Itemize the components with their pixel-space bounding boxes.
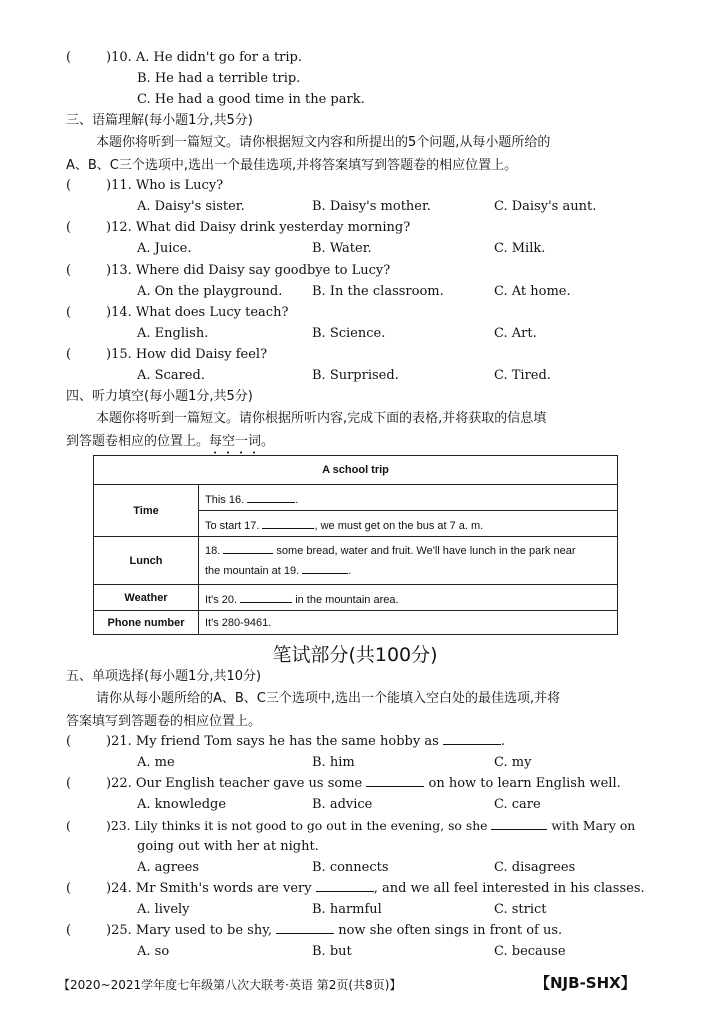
q15-option-a: A. Scared. <box>137 368 205 383</box>
q11-option-c: C. Daisy's aunt. <box>494 199 597 214</box>
q23-option-b: B. connects <box>312 860 389 875</box>
blank-16[interactable] <box>247 490 295 503</box>
question-13: ( )13. Where did Daisy say goodbye to Lucy? <box>66 263 391 278</box>
q15-option-b: B. Surprised. <box>312 368 399 383</box>
question-24: ( )24. Mr Smith's words are very , and we all feel interested in his classes. <box>66 881 645 896</box>
q21-option-b: B. him <box>312 755 355 770</box>
section-4-instructions-2: 到答题卷相应的位置上。每空一词。 <box>66 434 275 449</box>
question-15: ( )15. How did Daisy feel? <box>66 347 268 362</box>
blank-25[interactable] <box>276 921 334 934</box>
question-22: ( )22. Our English teacher gave us some on how to learn English well. <box>66 776 621 791</box>
question-25: ( )25. Mary used to be shy, now she often sings in front of us. <box>66 923 563 938</box>
phone-label: Phone number <box>94 611 199 635</box>
question-21: ( )21. My friend Tom says he has the same hobby as . <box>66 734 506 749</box>
q13-option-b: B. In the classroom. <box>312 284 444 299</box>
q23-option-c: C. disagrees <box>494 860 576 875</box>
q10-option-c: C. He had a good time in the park. <box>137 92 365 107</box>
blank-22[interactable] <box>366 774 424 787</box>
table-title: A school trip <box>94 456 618 485</box>
section-4-title: 四、听力填空(每小题1分,共5分) <box>66 389 253 404</box>
q25-option-b: B. but <box>312 944 352 959</box>
q24-option-b: B. harmful <box>312 902 382 917</box>
weather-cell: It's 20. in the mountain area. <box>199 585 618 611</box>
question-11: ( )11. Who is Lucy? <box>66 178 224 193</box>
weather-label: Weather <box>94 585 199 611</box>
q23-stem-continued: going out with her at night. <box>137 839 319 854</box>
q14-option-a: A. English. <box>137 326 209 341</box>
question-23: ( )23. Lily thinks it is not good to go out in the evening, so she with Mary on <box>66 818 636 833</box>
question-10: ( )10. A. He didn't go for a trip. <box>66 50 303 65</box>
question-14: ( )14. What does Lucy teach? <box>66 305 289 320</box>
footer-text: 【2020~2021学年度七年级第八次大联考·英语 第2页(共8页)】 <box>58 978 402 992</box>
time-row-1: This 16. . <box>199 485 618 511</box>
section-5-instructions: 请你从每小题所给的A、B、C三个选项中,选出一个能填入空白处的最佳选项,并将 <box>96 691 561 706</box>
blank-20[interactable] <box>240 590 292 603</box>
footer-code: 【NJB-SHX】 <box>535 974 636 992</box>
blank-21[interactable] <box>443 732 501 745</box>
school-trip-table <box>93 455 618 635</box>
q15-option-c: C. Tired. <box>494 368 551 383</box>
q22-option-a: A. knowledge <box>137 797 227 812</box>
blank-23[interactable] <box>491 817 547 830</box>
q23-option-a: A. agrees <box>137 860 199 875</box>
q21-option-c: C. my <box>494 755 532 770</box>
section-5-title: 五、单项选择(每小题1分,共10分) <box>66 669 262 684</box>
q14-option-b: B. Science. <box>312 326 386 341</box>
q12-option-a: A. Juice. <box>137 241 192 256</box>
question-12: ( )12. What did Daisy drink yesterday morning? <box>66 220 411 235</box>
q24-option-a: A. lively <box>137 902 190 917</box>
q11-option-a: A. Daisy's sister. <box>137 199 245 214</box>
blank-17[interactable] <box>262 516 314 529</box>
section-3-instructions: 本题你将听到一篇短文。请你根据短文内容和所提出的5个问题,从每小题所给的 <box>96 135 551 150</box>
section-3-instructions-2: A、B、C三个选项中,选出一个最佳选项,并将答案填写到答题卷的相应位置上。 <box>66 158 518 173</box>
lunch-cell: 18. some bread, water and fruit. We'll have lunch in the park near the mountain at 19. . <box>199 537 618 585</box>
section-4-instructions: 本题你将听到一篇短文。请你根据所听内容,完成下面的表格,并将获取的信息填 <box>96 411 547 426</box>
written-part-title: 笔试部分(共100分) <box>272 644 438 666</box>
section-5-instructions-2: 答案填写到答题卷的相应位置上。 <box>66 714 262 729</box>
phone-cell: It's 280-9461. <box>199 611 618 635</box>
q12-option-b: B. Water. <box>312 241 372 256</box>
q21-option-a: A. me <box>137 755 175 770</box>
section-3-title: 三、语篇理解(每小题1分,共5分) <box>66 113 253 128</box>
blank-18[interactable] <box>223 541 273 554</box>
q22-option-b: B. advice <box>312 797 373 812</box>
time-row-2: To start 17. , we must get on the bus at 7 a. m. <box>199 511 618 537</box>
blank-19[interactable] <box>302 561 348 574</box>
q22-option-c: C. care <box>494 797 541 812</box>
q25-option-a: A. so <box>137 944 170 959</box>
q13-option-a: A. On the playground. <box>137 284 283 299</box>
q25-option-c: C. because <box>494 944 566 959</box>
q14-option-c: C. Art. <box>494 326 537 341</box>
q10-option-b: B. He had a terrible trip. <box>137 71 301 86</box>
emphasis-text: 每空一词 <box>209 434 262 449</box>
lunch-label: Lunch <box>94 537 199 585</box>
time-label: Time <box>94 485 199 537</box>
q12-option-c: C. Milk. <box>494 241 546 256</box>
q11-option-b: B. Daisy's mother. <box>312 199 431 214</box>
q13-option-c: C. At home. <box>494 284 571 299</box>
q24-option-c: C. strict <box>494 902 547 917</box>
blank-24[interactable] <box>316 879 374 892</box>
